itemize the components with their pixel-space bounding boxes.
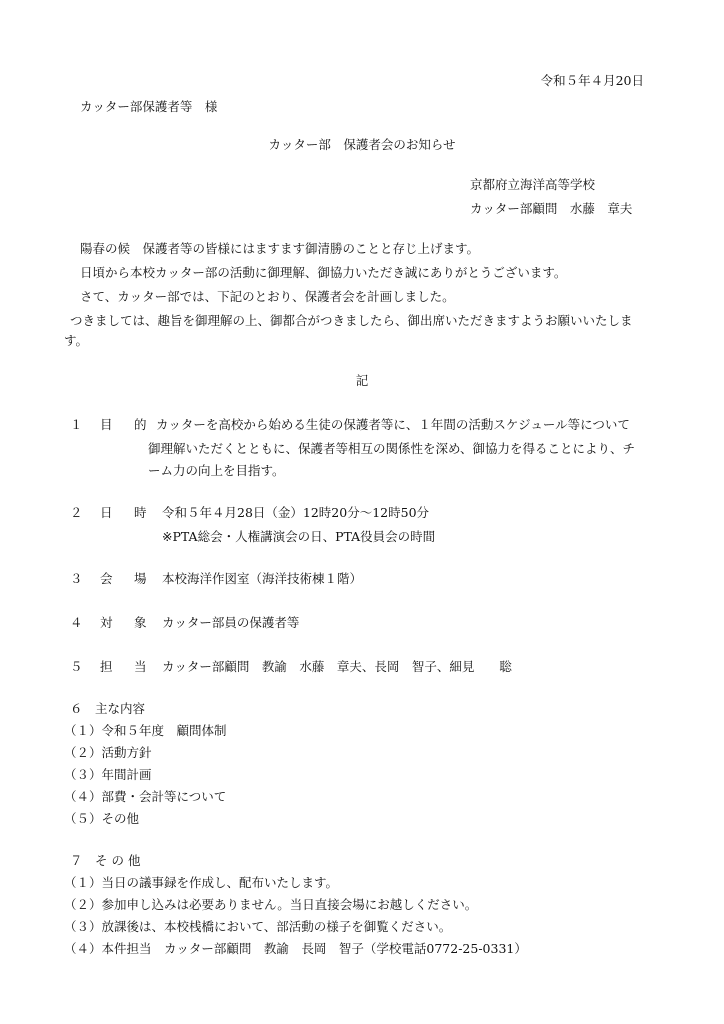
item-line: カッターを高校から始める生徒の保護者等に、１年間の活動スケジュール等について [156, 417, 630, 432]
section-7-item: （１）当日の議事録を作成し、配布いたします。 [64, 875, 339, 890]
item-number: ５ [70, 659, 83, 674]
section-6-item: （２）活動方針 [64, 745, 152, 760]
section-7-item: （３）放課後は、本校桟橋において、部活動の様子を御覧ください。 [64, 919, 452, 934]
addressee: カッター部保護者等 様 [80, 99, 218, 114]
item-line: 本校海洋作図室（海洋技術棟１階） [162, 571, 363, 586]
intro-line-1: 陽春の候 保護者等の皆様にはますます御清勝のことと存じ上げます。 [80, 241, 480, 256]
section-6-item: （３）年間計画 [64, 767, 152, 782]
section-7-item: （２）参加申し込みは必要ありません。当日直接会場にお越しください。 [64, 897, 478, 912]
item-line: ※PTA総会・人権講演会の日、PTA役員会の時間 [162, 529, 436, 544]
item-line: 令和５年４月28日（金）12時20分～12時50分 [162, 505, 430, 520]
section-7-item: （４）本件担当 カッター部顧問 教諭 長岡 智子（学校電話0772-25-0331） [64, 941, 527, 956]
section-6-item: （５）その他 [64, 811, 140, 826]
item-line: ーム力の向上を目指す。 [148, 463, 285, 478]
item-number: ４ [70, 615, 83, 630]
item-label-a: 会 [100, 571, 113, 586]
document-date: 令和５年４月20日 [540, 73, 644, 88]
item-label-a: 日 [100, 505, 113, 520]
section-7-heading: ７ そ の 他 [70, 853, 141, 868]
section-6-item: （４）部費・会計等について [64, 789, 227, 804]
item-label-b: 的 [134, 417, 147, 432]
sender-name: カッター部顧問 水藤 章夫 [470, 201, 633, 216]
item-label-b: 当 [134, 659, 147, 674]
school-name: 京都府立海洋高等学校 [470, 177, 596, 192]
item-label-b: 時 [134, 505, 147, 520]
ki-heading: 記 [355, 373, 369, 388]
item-line: 御理解いただくとともに、保護者等相互の関係性を深め、御協力を得ることにより、チ [148, 441, 636, 456]
intro-line-5: す。 [64, 333, 89, 348]
item-label-a: 目 [100, 417, 113, 432]
item-label-a: 対 [100, 615, 113, 630]
section-6-item: （１）令和５年度 顧問体制 [64, 723, 227, 738]
section-6-heading: ６ 主な内容 [70, 701, 146, 716]
item-line: カッター部顧問 教諭 水藤 章夫、長岡 智子、細見 聡 [162, 659, 512, 674]
item-label-b: 象 [134, 615, 147, 630]
item-number: ２ [70, 505, 83, 520]
document-title: カッター部 保護者会のお知らせ [268, 137, 456, 152]
intro-line-2: 日頃から本校カッター部の活動に御理解、御協力いただき誠にありがとうございます。 [80, 265, 567, 280]
item-line: カッター部員の保護者等 [162, 615, 300, 630]
item-number: ３ [70, 571, 83, 586]
item-label-a: 担 [100, 659, 113, 674]
item-number: １ [70, 417, 83, 432]
intro-line-4: つきましては、趣旨を御理解の上、御都合がつきましたら、御出席いただきますようお願いいたしま [70, 313, 633, 328]
item-label-b: 場 [134, 571, 147, 586]
intro-line-3: さて、カッター部では、下記のとおり、保護者会を計画しました。 [80, 289, 455, 304]
